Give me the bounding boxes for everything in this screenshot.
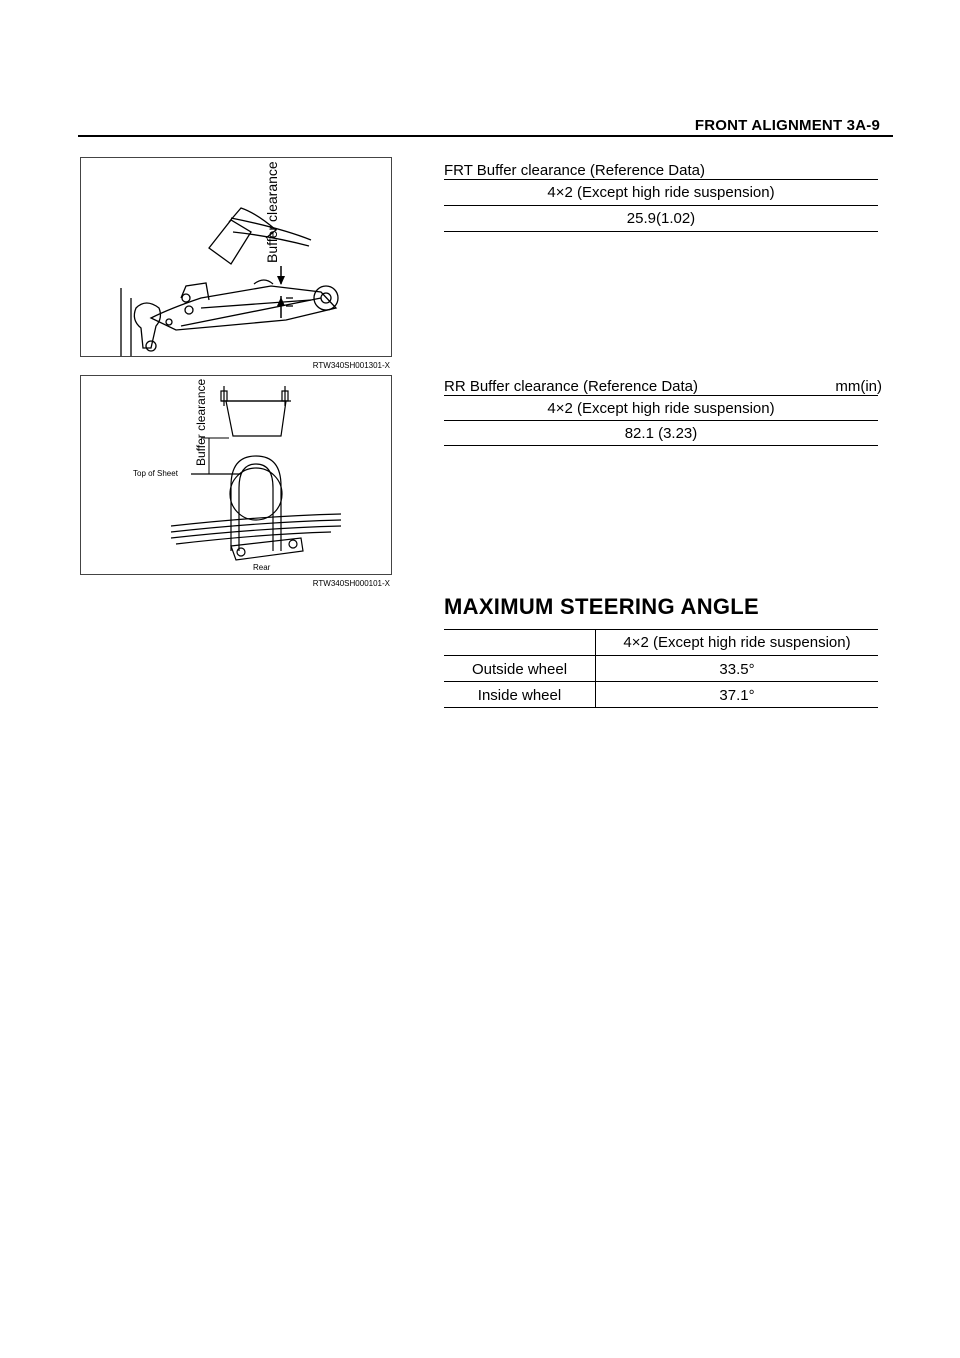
table-rule (444, 707, 878, 708)
rear-suspension-illustration (81, 376, 391, 574)
front-suspension-illustration (81, 158, 391, 356)
table-rule (444, 179, 878, 180)
steering-row-label: Outside wheel (471, 661, 568, 678)
header-rule (78, 135, 893, 137)
front-buffer-figure (80, 157, 392, 357)
buffer-clearance-label: Buffer clearance (264, 161, 280, 263)
rear-buffer-figure (80, 375, 392, 575)
table-rule (444, 420, 878, 421)
frt-table-caption: FRT Buffer clearance (Reference Data) (444, 162, 705, 179)
page-header-title: FRONT ALIGNMENT 3A-9 (694, 117, 880, 134)
rr-table-header: 4×2 (Except high ride suspension) (547, 400, 775, 417)
table-rule (444, 205, 878, 206)
steering-row-label: Inside wheel (477, 687, 562, 704)
table-rule (444, 629, 878, 630)
table-rule (444, 681, 878, 682)
steering-row-value: 33.5° (719, 661, 755, 678)
rr-table-unit: mm(in) (835, 378, 882, 395)
rr-table-value: 82.1 (3.23) (624, 425, 698, 442)
table-rule (444, 445, 878, 446)
section-heading: MAXIMUM STEERING ANGLE (444, 594, 760, 619)
figure-id: RTW340SH001301-X (312, 361, 390, 370)
table-rule (444, 231, 878, 232)
table-rule (444, 655, 878, 656)
frt-table-value: 25.9(1.02) (626, 210, 696, 227)
figure-id: RTW340SH000101-X (312, 579, 390, 588)
frt-table-header: 4×2 (Except high ride suspension) (547, 184, 775, 201)
rear-label: Rear (253, 563, 271, 572)
steering-row-value: 37.1° (719, 687, 755, 704)
table-rule (444, 395, 878, 396)
rr-table-caption: RR Buffer clearance (Reference Data) (444, 378, 699, 395)
top-of-sheet-label: Top of Sheet (133, 469, 178, 478)
buffer-clearance-label: Buffer clearance (194, 378, 208, 466)
steering-column-header: 4×2 (Except high ride suspension) (623, 634, 851, 651)
